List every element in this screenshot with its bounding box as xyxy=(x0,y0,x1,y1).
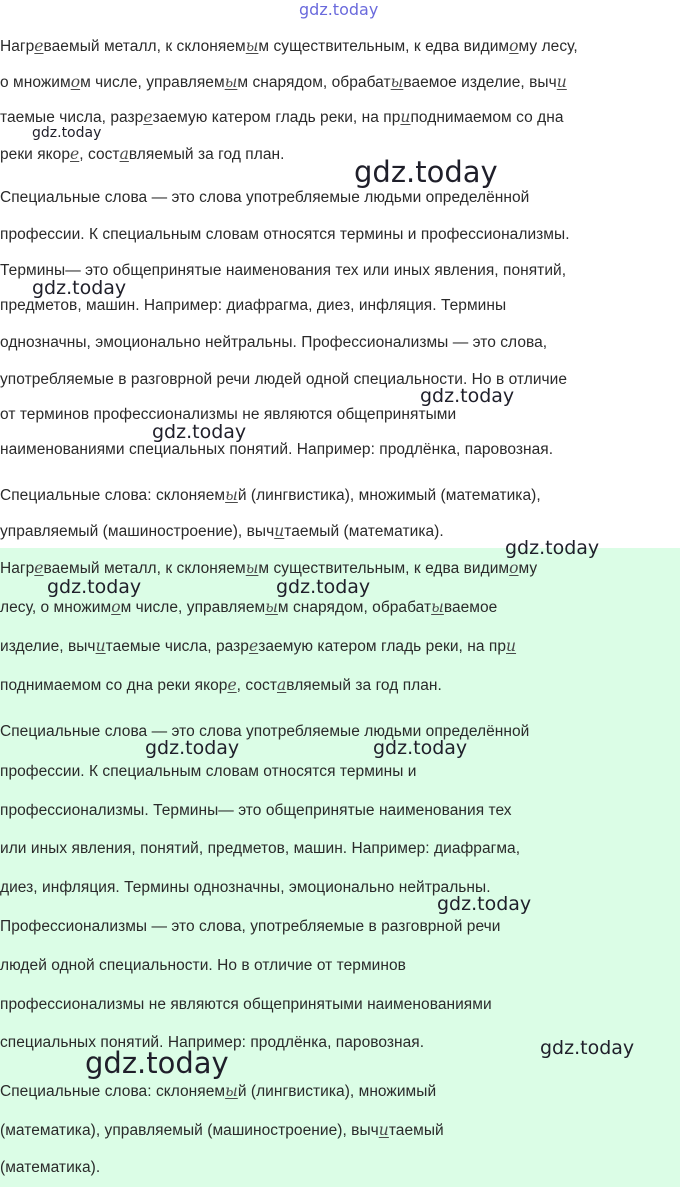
text-segment: Специальные слова — это слова употребляемые людьми определённой xyxy=(0,189,530,206)
answer-text-line xyxy=(0,636,516,657)
answer-text-line xyxy=(0,839,520,859)
highlighted-letter: ы xyxy=(224,73,238,91)
text-segment: й (лингвистика), множимый xyxy=(237,1083,437,1100)
text-segment: ваемый металл, к склоняем xyxy=(43,560,246,577)
text-segment: (математика). xyxy=(0,1159,101,1176)
text-segment: лесу, о множим xyxy=(0,599,112,616)
highlighted-letter: о xyxy=(70,73,81,91)
watermark-text: gdz.today xyxy=(276,576,371,598)
text-segment: поднимаемом со дна xyxy=(410,109,564,126)
highlighted-letter: о xyxy=(509,559,519,577)
highlighted-letter: и xyxy=(274,522,285,540)
text-segment: ваемое xyxy=(443,599,498,616)
original-text-line xyxy=(0,296,506,316)
answer-text-line xyxy=(0,1158,100,1178)
highlighted-letter: ы xyxy=(245,559,259,577)
text-segment: , сост xyxy=(79,146,120,163)
text-segment: Нагр xyxy=(0,560,35,577)
text-segment: наименованиями специальных понятий. Например: продлёнка, паровозная. xyxy=(0,441,554,458)
text-segment: (математика), управляемый (машиностроение), выч xyxy=(0,1122,379,1139)
text-segment: му лесу, xyxy=(518,38,578,55)
text-segment: заемую катером гладь реки, на пр xyxy=(258,638,507,655)
watermark-text: gdz.today xyxy=(420,385,515,407)
watermark-text: gdz.today xyxy=(47,576,142,598)
text-segment: м числе, управляем xyxy=(120,599,266,616)
text-segment: м числе, управляем xyxy=(80,74,225,91)
watermark-text: gdz.today xyxy=(540,1037,635,1059)
text-segment: специальных понятий. Например: продлёнка, паровозная. xyxy=(0,1034,425,1051)
highlighted-letter: е xyxy=(70,145,80,163)
highlighted-letter: а xyxy=(276,676,287,694)
answer-text-line xyxy=(0,597,497,618)
text-segment: профессионализмы. Термины— это общепринятые наименования тех xyxy=(0,802,512,819)
text-segment: людей одной специальности. Но в отличие от терминов xyxy=(0,957,406,974)
text-segment: Специальные слова: склоняем xyxy=(0,1083,226,1100)
answer-text-line xyxy=(0,917,500,937)
answer-text-line xyxy=(0,801,512,821)
highlighted-letter: и xyxy=(556,73,567,91)
text-segment: заемую катером гладь реки, на пр xyxy=(152,109,401,126)
text-segment: изделие, выч xyxy=(0,638,96,655)
original-text-line xyxy=(0,485,541,506)
watermark-text: gdz.today xyxy=(32,277,127,299)
answer-text-line xyxy=(0,1120,444,1141)
text-segment: о множим xyxy=(0,74,71,91)
highlighted-letter: ы xyxy=(225,486,238,504)
text-segment: му xyxy=(518,560,538,577)
highlighted-letter: и xyxy=(95,637,106,655)
text-segment: ваемый металл, к склоняем xyxy=(43,38,246,55)
text-segment: управляемый (машиностроение), выч xyxy=(0,523,275,540)
text-segment: поднимаемом со дна реки якор xyxy=(0,677,228,694)
highlighted-letter: и xyxy=(400,108,411,126)
text-segment: Специальные слова: склоняем xyxy=(0,487,226,504)
text-segment: Нагр xyxy=(0,38,35,55)
answer-text-line xyxy=(0,995,492,1015)
original-text-line xyxy=(0,440,553,460)
text-segment: м снарядом, обрабат xyxy=(277,599,432,616)
watermark-text: gdz.today xyxy=(152,421,247,443)
answer-text-line xyxy=(0,956,406,976)
highlighted-letter: ы xyxy=(390,73,404,91)
original-text-line xyxy=(0,36,578,57)
highlighted-letter: е xyxy=(248,637,259,655)
text-segment: профессионализмы не являются общепринятыми наименованиями xyxy=(0,996,492,1013)
text-segment: диез, инфляция. Термины однозначны, эмоционально нейтральны. xyxy=(0,879,491,896)
answer-text-line xyxy=(0,878,491,898)
watermark-text: gdz.today xyxy=(437,893,532,915)
highlighted-letter: а xyxy=(119,145,129,163)
highlighted-letter: и xyxy=(506,637,517,655)
highlighted-letter: е xyxy=(227,676,237,694)
highlighted-letter: о xyxy=(111,598,121,616)
watermark-text: gdz.today xyxy=(145,737,240,759)
text-segment: Специальные слова — это слова употребляемые людьми определённой xyxy=(0,723,530,740)
text-segment: Термины— это общепринятые наименования тех или иных явления, понятий, xyxy=(0,262,567,279)
text-segment: ваемое изделие, выч xyxy=(403,74,557,91)
text-segment: , сост xyxy=(236,677,277,694)
original-text-line xyxy=(0,144,284,165)
text-segment: й (лингвистика), множимый (математика), xyxy=(237,487,541,504)
text-segment: вляемый за год план. xyxy=(286,677,442,694)
answer-text-line xyxy=(0,1081,436,1102)
text-segment: м существительным, к едва видим xyxy=(258,38,510,55)
highlighted-letter: ы xyxy=(225,1082,238,1100)
text-segment: от терминов профессионализмы не являются общепринятыми xyxy=(0,406,457,423)
highlighted-letter: о xyxy=(509,37,519,55)
highlighted-letter: ы xyxy=(265,598,278,616)
highlighted-letter: и xyxy=(378,1121,389,1139)
watermark-text: gdz.today xyxy=(299,0,379,19)
watermark-text: gdz.today xyxy=(354,155,498,189)
highlighted-letter: ы xyxy=(245,37,259,55)
original-text-line xyxy=(0,333,547,353)
answer-text-line xyxy=(0,762,416,782)
highlighted-letter: е xyxy=(143,108,153,126)
text-segment: профессии. К специальным словам относятся термины и профессионализмы. xyxy=(0,226,570,243)
text-segment: предметов, машин. Например: диафрагма, диез, инфляция. Термины xyxy=(0,297,507,314)
text-segment: м снарядом, обрабат xyxy=(237,74,391,91)
watermark-text: gdz.today xyxy=(32,125,102,141)
original-text-line xyxy=(0,72,567,93)
text-segment: таемые числа, разр xyxy=(105,638,249,655)
text-segment: профессии. К специальным словам относятся термины и xyxy=(0,763,417,780)
highlighted-letter: е xyxy=(34,559,44,577)
text-segment: вляемый за год план. xyxy=(128,146,285,163)
text-segment: таемый xyxy=(388,1122,444,1139)
text-segment: реки якор xyxy=(0,146,71,163)
text-segment: таемые числа, разр xyxy=(0,109,144,126)
text-segment: или иных явления, понятий, предметов, машин. Например: диафрагма, xyxy=(0,840,521,857)
text-segment: Профессионализмы — это слова, употребляемые в разговрной речи xyxy=(0,918,501,935)
text-segment: таемый (математика). xyxy=(284,523,444,540)
watermark-text: gdz.today xyxy=(85,1046,229,1080)
text-segment: м существительным, к едва видим xyxy=(258,560,510,577)
original-text-line xyxy=(0,188,529,208)
original-text-line xyxy=(0,225,570,245)
answer-text-line xyxy=(0,675,442,696)
watermark-text: gdz.today xyxy=(373,737,468,759)
watermark-text: gdz.today xyxy=(505,537,600,559)
text-segment: однозначны, эмоционально нейтральны. Профессионализмы — это слова, xyxy=(0,334,548,351)
highlighted-letter: ы xyxy=(431,598,444,616)
text-segment: употребляемые в разговрной речи людей одной специальности. Но в отличие xyxy=(0,371,568,388)
original-text-line xyxy=(0,521,444,542)
highlighted-letter: е xyxy=(34,37,44,55)
